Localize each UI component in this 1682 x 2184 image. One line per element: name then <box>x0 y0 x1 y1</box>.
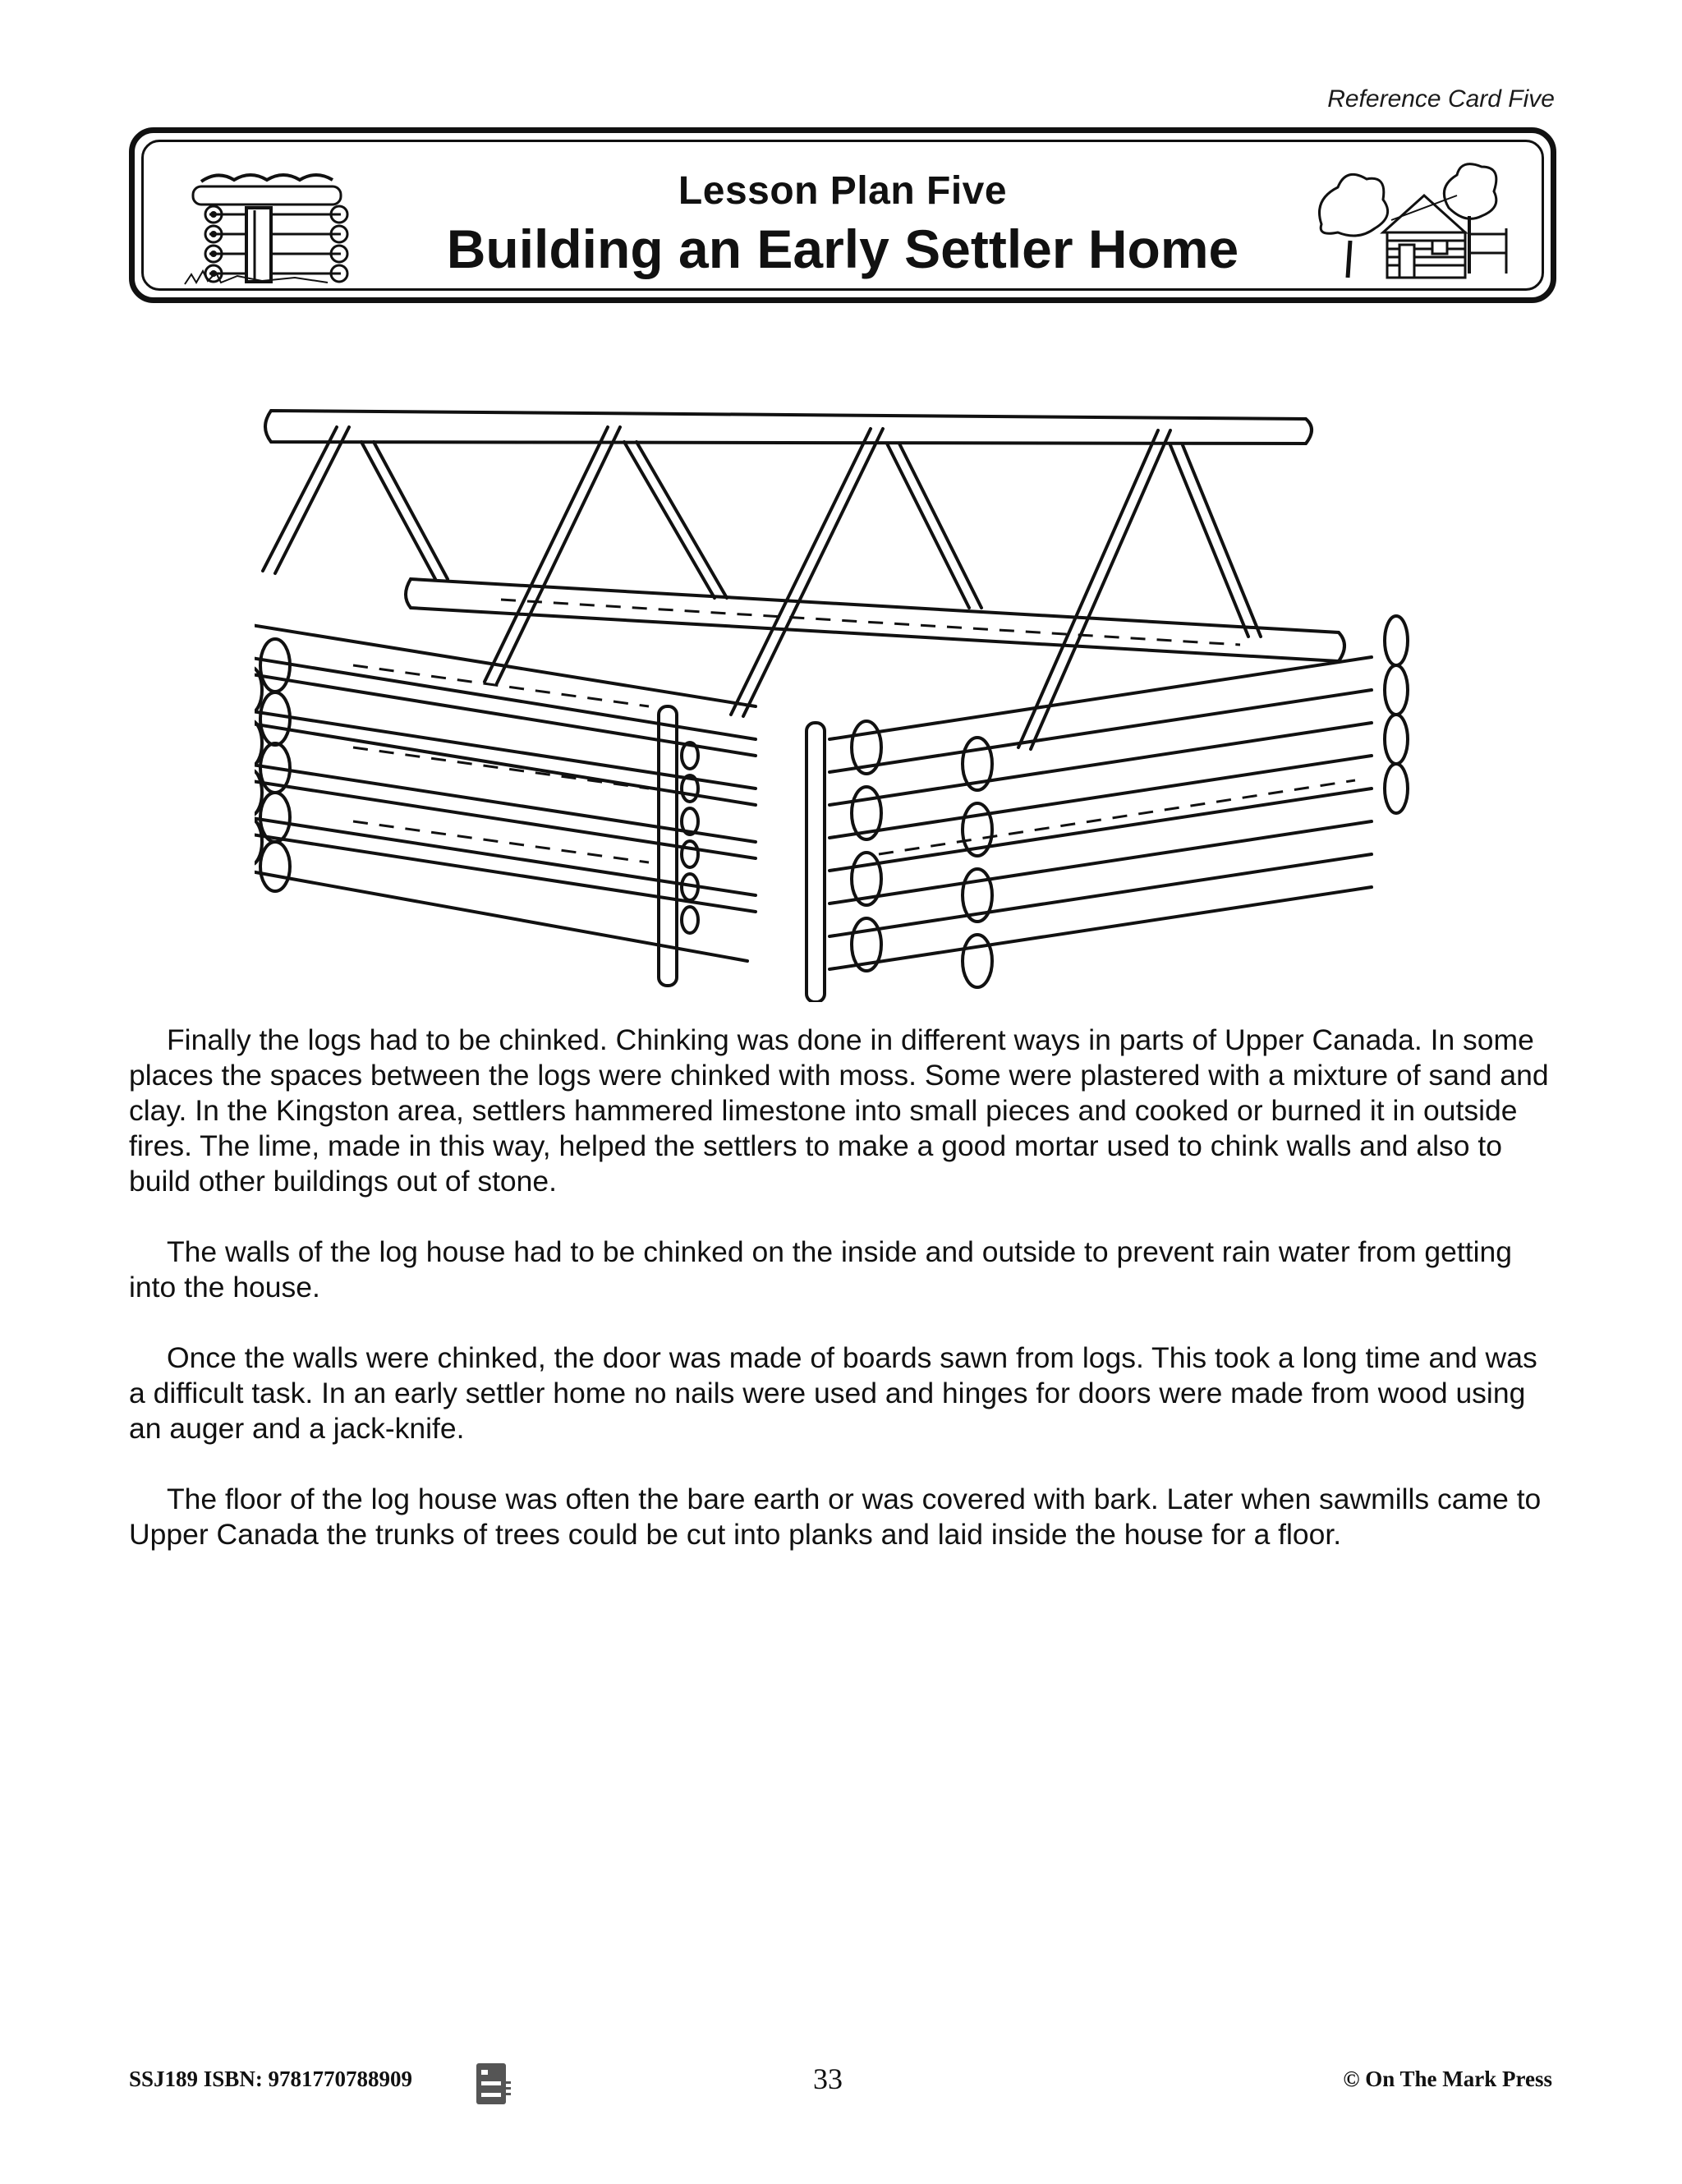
cabin-with-trees-icon <box>1305 159 1519 290</box>
lesson-header-inner-border <box>141 140 1544 291</box>
publisher-label: © On The Mark Press <box>1343 2067 1552 2091</box>
page-title: Building an Early Settler Home <box>446 218 1239 279</box>
reference-card-label: Reference Card Five <box>1327 85 1555 113</box>
code-isbn-label: SSJ189 ISBN: 9781770788909 <box>129 2067 413 2091</box>
paragraph: Finally the logs had to be chinked. Chinking was done in different ways in parts of Upper Canada. In some places the spaces between the logs were chinked with moss. Some were plastered with a mixture of sand and clay. In the Kingston area, settlers hammered limestone into small pieces and cooked or burned it in outside fires. The lime, made in this way, helped the settlers to make a good mortar used to chink walls and also to build other buildings out of stone. <box>129 1023 1549 1198</box>
page-number: 33 <box>813 2062 843 2095</box>
page-footer <box>0 2062 1682 2103</box>
paragraph: Once the walls were chinked, the door was made of boards sawn from logs. This took a long time and was a difficult task. In an early settler home no nails were used and hinges for doors were made from wood using an auger and a jack-knife. <box>129 1341 1537 1445</box>
log-house-illustration <box>255 394 1437 1002</box>
paragraph: The floor of the log house was often the bare earth or was covered with bark. Later when sawmills came to Upper Canada the trunks of trees could be cut into planks and laid inside the house for a floor. <box>129 1483 1542 1551</box>
file-cabinet-icon <box>475 2062 514 2106</box>
paragraph: The walls of the log house had to be chinked on the inside and outside to prevent rain water from getting into the house. <box>129 1235 1512 1304</box>
body-text <box>129 1023 1558 1588</box>
lesson-plan-label: Lesson Plan Five <box>678 169 1008 213</box>
lesson-header-box <box>129 127 1556 303</box>
